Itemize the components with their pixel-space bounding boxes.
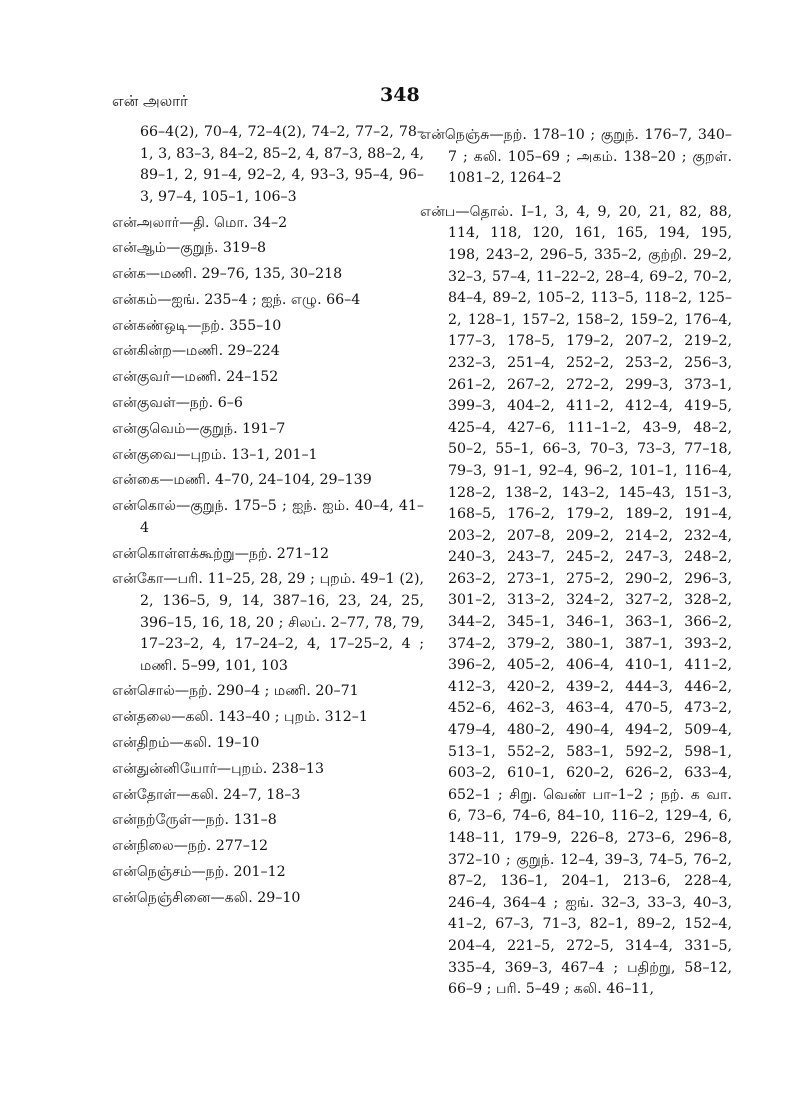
index-entry: என்கை—மணி. 4–70, 24–104, 29–139: [112, 472, 372, 489]
index-entry: என்தோள்—கலி. 24–7, 18–3: [112, 786, 301, 803]
index-entry: என்குவை—புறம். 13–1, 201–1: [112, 446, 318, 463]
right-column: [420, 125, 732, 1013]
index-entry: என்ப—தொல். I–1, 3, 4, 9, 20, 21, 82, 88, 114, 118, 120, 161, 165, 194, 195, 198, 243–2, 296–5, 335–2, குற்றி. 29–2, 32–3, 57–4, 11–22–2, 28–4, 69–2, 70–2, 84–4, 89–2, 105–2, 113–5, 118–2, 125–2, 128–1, 157–2, 158–2, 159–2, 176–4, 177–3, 178–5, 179–2, 207–2, 219–2, 232–3, 251–4, 252–2, 253–2, 256–3, 261–2, 267–2, 272–2, 299–3, 373–1, 399–3, 404–2, 411–2, 412–4, 419–5, 425–4, 427–6, 111–1–2, 43–9, 48–2, 50–2, 55–1, 66–3, 70–3, 73–3, 77–18, 79–3, 91–1, 92–4, 96–2, 101–1, 116–4, 128–2, 138–2, 143–2, 145–43, 151–3, 168–5, 176–2, 179–2, 189–2, 191–4, 203–2, 207–8, 209–2, 214–2, 232–4, 240–3, 243–7, 245–2, 247–3, 248–2, 263–2, 273–1, 275–2, 290–2, 296–3, 301–2, 313–2, 324–2, 327–2, 328–2, 344–2, 345–1, 346–1, 363–1, 366–2, 374–2, 379–2, 380–1, 387–1, 393–2, 396–2, 405–2, 406–4, 410–1, 411–2, 412–3, 420–2, 439–2, 444–3, 446–2, 452–6, 462–3, 463–4, 470–5, 473–2, 479–4, 480–2, 490–4, 494–2, 509–4, 513–1, 552–2, 583–1, 592–2, 598–1, 603–2, 610–1, 620–2, 626–2, 633–4, 652–1 ; சிறு. வெண் பா–1–2 ; நற். க வா. 6, 73–6, 74–6, 84–10, 116–2, 129–4, 6, 148–11, 179–9, 226–8, 273–6, 296–8, 372–10 ; குறுந். 12–4, 39–3, 74–5, 76–2, 87–2, 136–1, 204–1, 213–6, 228–4, 246–4, 364–4 ; ஐங். 32–3, 33–3, 40–3, 41–2, 67–3, 71–3, 82–1, 89–2, 152–4, 204–4, 221–5, 272–5, 314–4, 331–5, 335–4, 369–3, 467–4 ; பதிற்று, 58–12, 66–9 ; பரி. 5–49 ; கலி. 46–11,: [420, 203, 732, 998]
running-head: என் அலார்: [112, 92, 188, 110]
index-entry: என்குவெம்—குறுந். 191–7: [112, 420, 286, 437]
index-entry: என்ஆம்—குறுந். 319–8: [112, 240, 267, 257]
index-entry-continuation: 66–4(2), 70–4, 72–4(2), 74–2, 77–2, 78–1, 3, 83–3, 84–2, 85–2, 4, 87–3, 88–2, 4, 89–1, 2, 91–4, 92–2, 4, 93–3, 95–4, 96–3, 97–4, 105–1, 106–3: [140, 124, 424, 205]
index-entry: என்நற்ருேள்—நற். 131–8: [112, 812, 277, 829]
left-column: [112, 122, 424, 914]
index-entry: என்சொல்—நற். 290–4 ; மணி. 20–71: [112, 683, 359, 700]
index-entry: என்கண்ஒடி—நற். 355–10: [112, 317, 282, 334]
index-entry: என்தலை—கலி. 143–40 ; புறம். 312–1: [112, 709, 368, 726]
index-entry: என்குவர்—மணி. 24–152: [112, 369, 279, 386]
index-entry: என்திறம்—கலி. 19–10: [112, 735, 260, 752]
index-entry: என்அலார்—தி. மொ. 34–2: [112, 214, 288, 231]
page-number: 348: [380, 84, 420, 106]
index-entry: என்கம்—ஐங். 235–4 ; ஐந். எழு. 66–4: [112, 291, 361, 308]
index-entry: என்கொல்—குறுந். 175–5 ; ஐந். ஐம். 40–4, 41–4: [112, 498, 424, 536]
index-entry: என்துன்னியோர்—புறம். 238–13: [112, 760, 324, 777]
index-entry: என்கொள்ளக்கூற்று—நற். 271–12: [112, 545, 329, 562]
index-entry: என்க—மணி. 29–76, 135, 30–218: [112, 266, 343, 283]
index-entry: என்நிலை—நற். 277–12: [112, 838, 268, 855]
index-entry: என்நெஞ்சினை—கலி. 29–10: [112, 889, 301, 906]
index-entry: என்கின்ற—மணி. 29–224: [112, 343, 280, 360]
index-entry: என்நெஞ்சு—நற். 178–10 ; குறுந். 176–7, 340–7 ; கலி. 105–69 ; அகம். 138–20 ; குறள். 1081–2, 1264–2: [420, 127, 732, 187]
index-entry: என்குவள்—நற். 6–6: [112, 395, 243, 412]
index-entry: என்நெஞ்சம்—நற். 201–12: [112, 863, 286, 880]
index-entry: என்கோ—பரி. 11–25, 28, 29 ; புறம். 49–1 (2), 2, 136–5, 9, 14, 387–16, 23, 24, 25, 396–15, 16, 18, 20 ; சிலப். 2–77, 78, 79, 17–23–2, 4, 17–24–2, 4, 17–25–2, 4 ; மணி. 5–99, 101, 103: [112, 571, 424, 674]
